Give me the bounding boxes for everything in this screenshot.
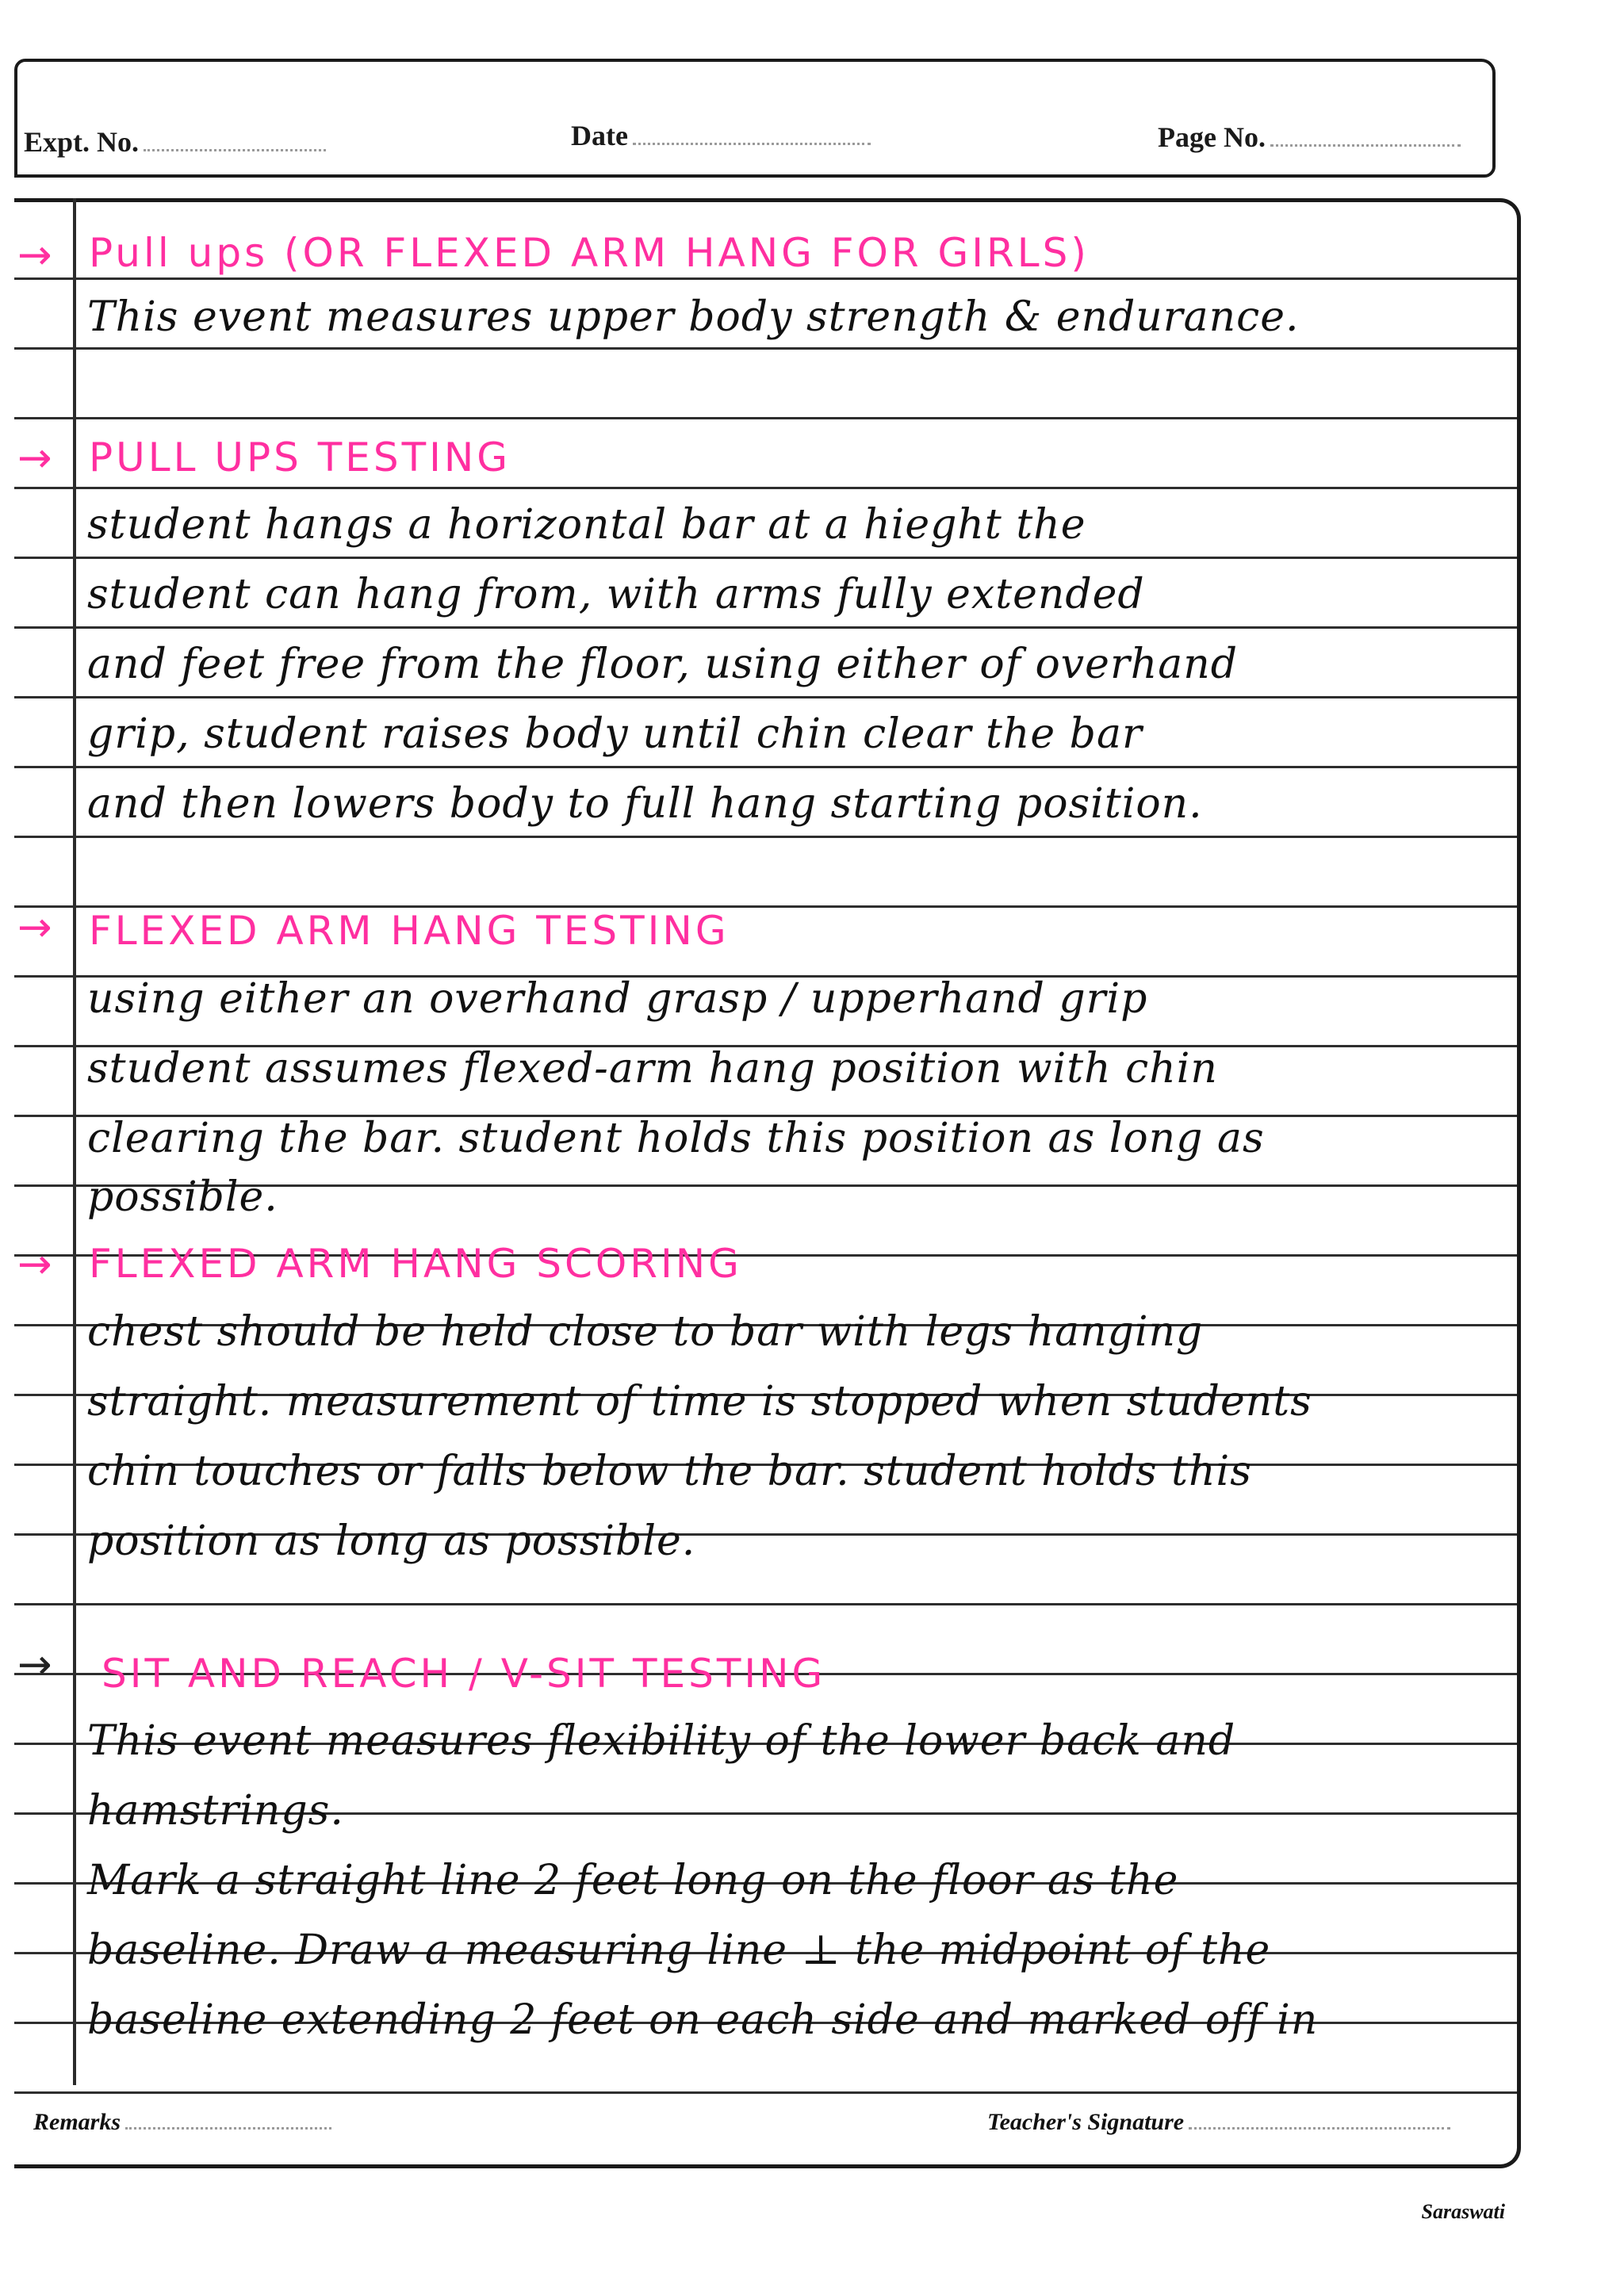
text-line: Mark a straight line 2 feet long on the floor as the [87,1857,1179,1904]
text-line: student can hang from, with arms fully extended [87,571,1145,618]
ruled-line [14,347,1517,350]
page-no-blank [1270,141,1461,147]
text-line: and then lowers body to full hang starting position. [87,780,1203,828]
date-blank [633,140,871,145]
text-line: clearing the bar. student holds this position as long as [87,1115,1265,1162]
section-heading: Pull ups (OR FLEXED ARM HANG FOR GIRLS) [89,230,1090,276]
date-label: Date [571,120,628,151]
ruled-line [14,766,1517,768]
text-line: student assumes flexed-arm hang position with chin [87,1045,1218,1093]
text-line: using either an overhand grasp / upperhand grip [87,975,1148,1023]
arrow-icon: → [17,1641,52,1689]
expt-no-field [24,125,326,159]
remarks-blank [125,2124,331,2130]
section-heading: FLEXED ARM HANG TESTING [89,908,730,954]
text-line: hamstrings. [87,1787,344,1835]
ruled-line [14,1603,1517,1605]
teacher-signature-field [987,2109,1450,2136]
remarks-label: Remarks [33,2109,121,2135]
text-line: chest should be held close to bar with legs hanging [87,1308,1204,1356]
teacher-signature-label: Teacher's Signature [987,2109,1185,2135]
ruled-line [14,417,1517,419]
text-line: baseline extending 2 feet on each side and marked off in [87,1996,1319,2044]
margin-line [73,198,76,2085]
arrow-icon: → [17,232,52,279]
arrow-icon: → [17,1241,52,1288]
expt-no-blank [144,146,326,151]
section-heading: PULL UPS TESTING [89,434,511,480]
text-line: student hangs a horizontal bar at a hieght the [87,501,1086,549]
teacher-signature-blank [1189,2124,1450,2130]
expt-no-label: Expt. No. [24,126,140,158]
text-line: position as long as possible. [87,1517,696,1565]
text-line: straight. measurement of time is stopped when students [87,1378,1312,1425]
ruled-line [14,696,1517,698]
ruled-line [14,626,1517,629]
arrow-icon: → [17,434,52,482]
text-line: chin touches or falls below the bar. student holds this [87,1448,1252,1495]
ruled-line [14,487,1517,489]
arrow-icon: → [17,904,52,951]
text-line: baseline. Draw a measuring line ⊥ the midpoint of the [87,1927,1271,1974]
section-heading: FLEXED ARM HANG SCORING [89,1241,742,1287]
brand-logo: Saraswati [1421,2200,1505,2223]
section-heading: SIT AND REACH / V-SIT TESTING [102,1651,826,1697]
header-box [14,59,1496,178]
text-line: possible. [87,1173,278,1221]
text-line: grip, student raises body until chin clear the bar [87,710,1143,758]
ruled-line [14,836,1517,838]
remarks-field [33,2109,331,2136]
page-no-field [1158,121,1461,154]
ruled-line [14,557,1517,559]
page-no-label: Page No. [1158,121,1266,153]
date-field [571,119,871,152]
ruled-line [14,277,1517,280]
text-line: This event measures flexibility of the lower back and [87,1717,1236,1765]
text-line: This event measures upper body strength & endurance. [87,293,1300,341]
ruled-line [14,2091,1517,2094]
text-line: and feet free from the floor, using either of overhand [87,641,1239,688]
